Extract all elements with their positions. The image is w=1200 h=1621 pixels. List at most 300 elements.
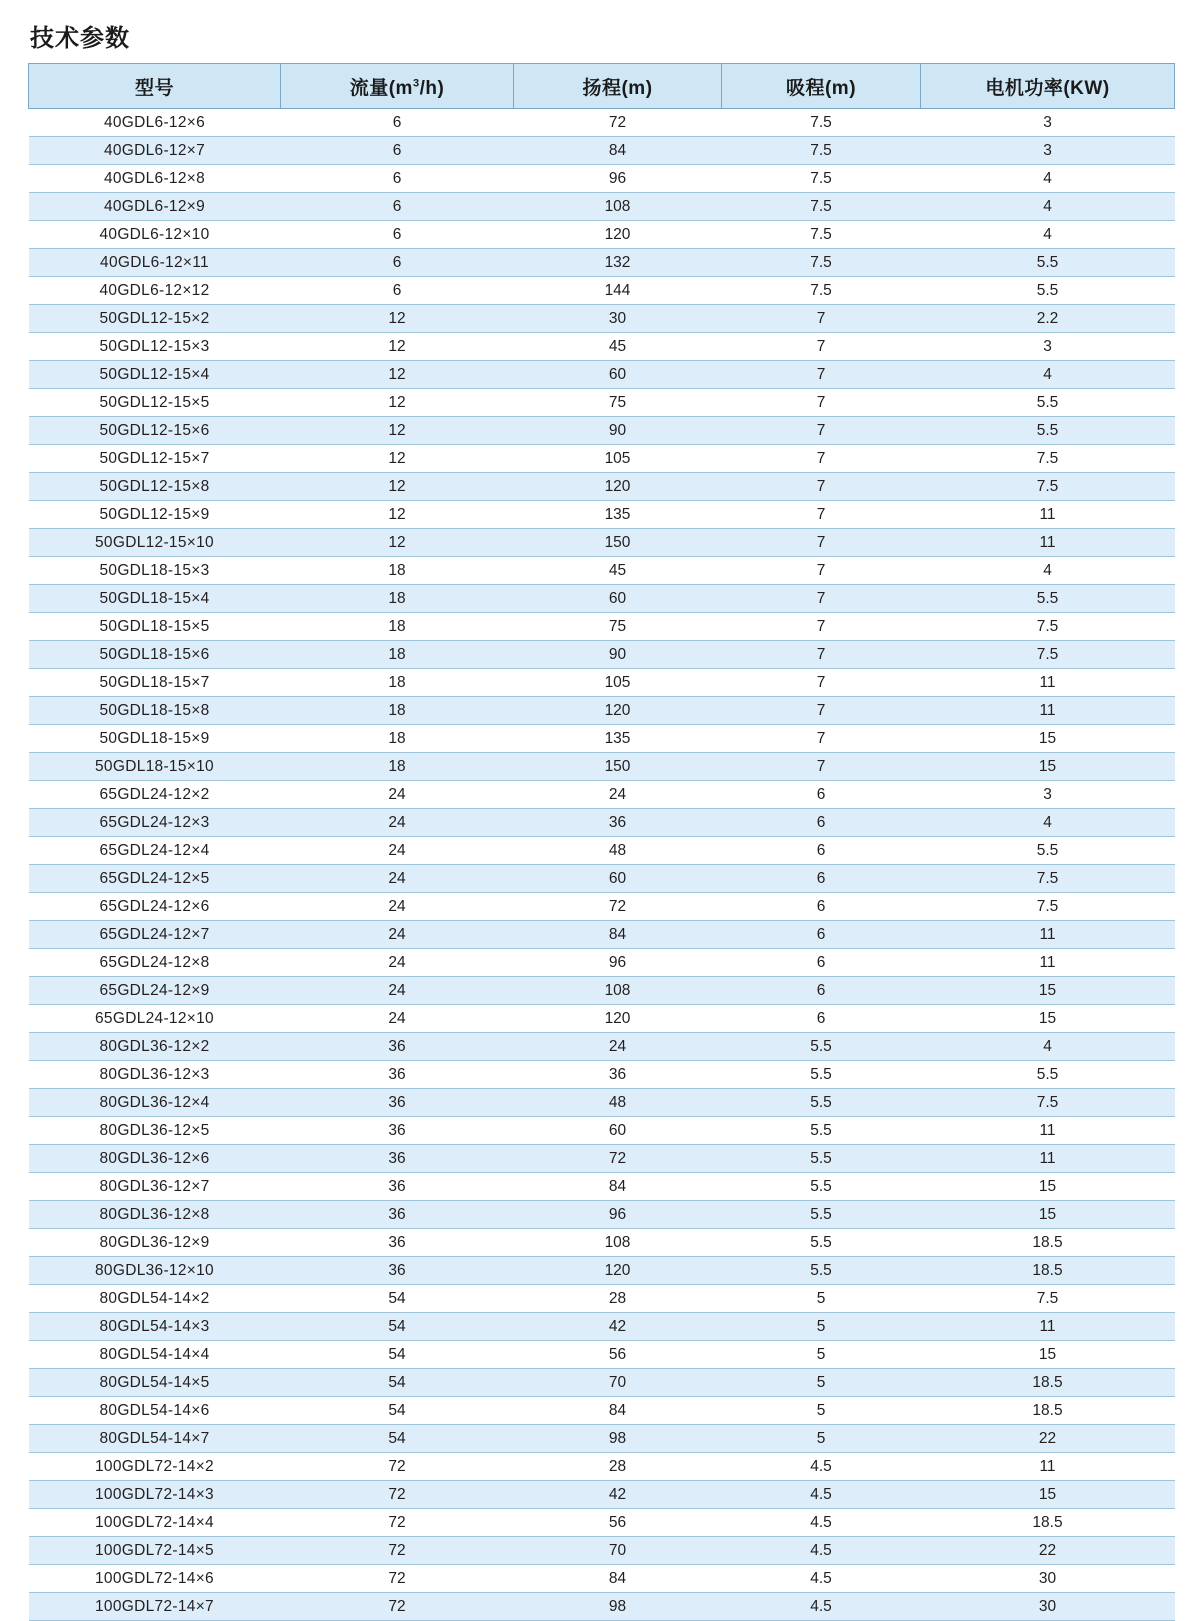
cell-model: 80GDL36-12×8 [29, 1201, 281, 1229]
cell-model: 100GDL72-14×3 [29, 1481, 281, 1509]
cell-suction: 7 [722, 529, 921, 557]
table-row [29, 557, 1175, 585]
cell-model: 100GDL72-14×4 [29, 1509, 281, 1537]
cell-suction: 5 [722, 1369, 921, 1397]
cell-flow: 36 [281, 1089, 514, 1117]
cell-head: 48 [514, 837, 722, 865]
cell-suction: 5.5 [722, 1201, 921, 1229]
cell-model: 65GDL24-12×4 [29, 837, 281, 865]
table-row [29, 333, 1175, 361]
cell-head: 24 [514, 1033, 722, 1061]
cell-motor-power: 4 [921, 165, 1175, 193]
cell-motor-power: 5.5 [921, 1061, 1175, 1089]
table-row [29, 501, 1175, 529]
cell-head: 48 [514, 1089, 722, 1117]
table-row [29, 137, 1175, 165]
cell-model: 65GDL24-12×7 [29, 921, 281, 949]
cell-model: 50GDL18-15×8 [29, 697, 281, 725]
cell-suction: 7.5 [722, 221, 921, 249]
cell-head: 45 [514, 333, 722, 361]
cell-flow: 24 [281, 1005, 514, 1033]
cell-head: 120 [514, 473, 722, 501]
table-row [29, 1089, 1175, 1117]
cell-flow: 72 [281, 1593, 514, 1621]
cell-suction: 7.5 [722, 137, 921, 165]
cell-flow: 24 [281, 865, 514, 893]
cell-suction: 6 [722, 893, 921, 921]
cell-suction: 7 [722, 753, 921, 781]
cell-head: 60 [514, 585, 722, 613]
table-row [29, 949, 1175, 977]
cell-head: 28 [514, 1453, 722, 1481]
cell-flow: 24 [281, 781, 514, 809]
cell-flow: 72 [281, 1537, 514, 1565]
cell-head: 70 [514, 1369, 722, 1397]
cell-head: 96 [514, 165, 722, 193]
cell-head: 135 [514, 725, 722, 753]
table-row [29, 361, 1175, 389]
table-row [29, 1313, 1175, 1341]
cell-suction: 7 [722, 305, 921, 333]
cell-flow: 12 [281, 417, 514, 445]
cell-model: 50GDL12-15×10 [29, 529, 281, 557]
cell-motor-power: 11 [921, 529, 1175, 557]
cell-flow: 54 [281, 1369, 514, 1397]
cell-suction: 7 [722, 445, 921, 473]
cell-flow: 6 [281, 109, 514, 137]
cell-head: 105 [514, 669, 722, 697]
cell-flow: 12 [281, 445, 514, 473]
flow-label-tail: /h) [419, 77, 445, 99]
cell-head: 120 [514, 1257, 722, 1285]
cell-flow: 6 [281, 221, 514, 249]
cell-head: 72 [514, 1145, 722, 1173]
table-row [29, 1425, 1175, 1453]
table-row [29, 1509, 1175, 1537]
table-row [29, 697, 1175, 725]
cell-head: 60 [514, 865, 722, 893]
cell-motor-power: 7.5 [921, 1089, 1175, 1117]
cell-motor-power: 5.5 [921, 585, 1175, 613]
cell-head: 56 [514, 1509, 722, 1537]
cell-model: 50GDL12-15×3 [29, 333, 281, 361]
cell-flow: 18 [281, 669, 514, 697]
cell-model: 40GDL6-12×9 [29, 193, 281, 221]
cell-flow: 12 [281, 305, 514, 333]
cell-suction: 7 [722, 725, 921, 753]
cell-suction: 7 [722, 501, 921, 529]
table-row [29, 1453, 1175, 1481]
cell-motor-power: 15 [921, 725, 1175, 753]
cell-suction: 7 [722, 697, 921, 725]
cell-suction: 7 [722, 613, 921, 641]
cell-model: 80GDL36-12×6 [29, 1145, 281, 1173]
cell-flow: 36 [281, 1201, 514, 1229]
table-row [29, 193, 1175, 221]
cell-model: 50GDL18-15×10 [29, 753, 281, 781]
cell-motor-power: 7.5 [921, 893, 1175, 921]
table-row [29, 1285, 1175, 1313]
cell-flow: 12 [281, 389, 514, 417]
cell-flow: 24 [281, 893, 514, 921]
cell-model: 100GDL72-14×5 [29, 1537, 281, 1565]
cell-flow: 12 [281, 333, 514, 361]
column-header-flow [281, 64, 514, 109]
cell-suction: 7 [722, 389, 921, 417]
cell-head: 36 [514, 809, 722, 837]
table-row [29, 641, 1175, 669]
cell-flow: 72 [281, 1453, 514, 1481]
cell-head: 28 [514, 1285, 722, 1313]
cell-model: 80GDL54-14×5 [29, 1369, 281, 1397]
cell-flow: 24 [281, 921, 514, 949]
cell-model: 80GDL54-14×3 [29, 1313, 281, 1341]
table-row [29, 725, 1175, 753]
cell-flow: 6 [281, 277, 514, 305]
cell-suction: 5.5 [722, 1033, 921, 1061]
cell-motor-power: 4 [921, 361, 1175, 389]
cell-suction: 6 [722, 809, 921, 837]
cell-suction: 5.5 [722, 1061, 921, 1089]
cell-flow: 12 [281, 501, 514, 529]
cell-model: 65GDL24-12×10 [29, 1005, 281, 1033]
cell-model: 40GDL6-12×10 [29, 221, 281, 249]
table-row [29, 165, 1175, 193]
cell-flow: 6 [281, 165, 514, 193]
cell-head: 60 [514, 1117, 722, 1145]
cell-motor-power: 4 [921, 1033, 1175, 1061]
cell-model: 40GDL6-12×6 [29, 109, 281, 137]
cell-head: 108 [514, 977, 722, 1005]
cell-head: 105 [514, 445, 722, 473]
cell-head: 96 [514, 949, 722, 977]
cell-head: 84 [514, 137, 722, 165]
cell-motor-power: 15 [921, 1005, 1175, 1033]
cell-suction: 7 [722, 641, 921, 669]
cell-model: 50GDL18-15×3 [29, 557, 281, 585]
cell-flow: 18 [281, 725, 514, 753]
cell-motor-power: 7.5 [921, 445, 1175, 473]
cell-model: 80GDL36-12×2 [29, 1033, 281, 1061]
cell-suction: 4.5 [722, 1593, 921, 1621]
table-row [29, 893, 1175, 921]
cell-flow: 36 [281, 1117, 514, 1145]
cell-suction: 5.5 [722, 1173, 921, 1201]
cell-suction: 7 [722, 361, 921, 389]
column-header-suction: 吸程(m) [722, 64, 921, 109]
cell-motor-power: 5.5 [921, 389, 1175, 417]
cell-flow: 24 [281, 837, 514, 865]
column-header-head: 扬程(m) [514, 64, 722, 109]
table-row [29, 1593, 1175, 1621]
cell-flow: 6 [281, 193, 514, 221]
cell-head: 30 [514, 305, 722, 333]
cell-suction: 5.5 [722, 1257, 921, 1285]
cell-flow: 54 [281, 1313, 514, 1341]
cell-suction: 7.5 [722, 165, 921, 193]
cell-model: 65GDL24-12×9 [29, 977, 281, 1005]
cell-model: 80GDL36-12×7 [29, 1173, 281, 1201]
cell-motor-power: 22 [921, 1425, 1175, 1453]
cell-motor-power: 15 [921, 1341, 1175, 1369]
cell-model: 65GDL24-12×3 [29, 809, 281, 837]
cell-model: 65GDL24-12×5 [29, 865, 281, 893]
cell-model: 80GDL54-14×7 [29, 1425, 281, 1453]
cell-flow: 54 [281, 1425, 514, 1453]
cell-flow: 72 [281, 1565, 514, 1593]
table-row [29, 1565, 1175, 1593]
cell-head: 120 [514, 221, 722, 249]
cell-motor-power: 30 [921, 1593, 1175, 1621]
cell-motor-power: 18.5 [921, 1509, 1175, 1537]
cell-flow: 72 [281, 1509, 514, 1537]
table-row [29, 1061, 1175, 1089]
table-row [29, 1173, 1175, 1201]
cell-head: 36 [514, 1061, 722, 1089]
cell-head: 90 [514, 641, 722, 669]
cell-head: 84 [514, 1173, 722, 1201]
flow-label-exponent: 3 [412, 77, 420, 90]
table-row [29, 669, 1175, 697]
cell-suction: 5 [722, 1341, 921, 1369]
cell-motor-power: 18.5 [921, 1229, 1175, 1257]
table-row [29, 865, 1175, 893]
cell-head: 150 [514, 529, 722, 557]
table-row [29, 221, 1175, 249]
cell-flow: 54 [281, 1341, 514, 1369]
cell-motor-power: 5.5 [921, 249, 1175, 277]
cell-motor-power: 15 [921, 1173, 1175, 1201]
cell-head: 84 [514, 921, 722, 949]
cell-motor-power: 7.5 [921, 1285, 1175, 1313]
cell-head: 84 [514, 1565, 722, 1593]
cell-flow: 12 [281, 361, 514, 389]
cell-model: 80GDL54-14×6 [29, 1397, 281, 1425]
cell-flow: 36 [281, 1257, 514, 1285]
cell-flow: 72 [281, 1481, 514, 1509]
cell-suction: 5 [722, 1313, 921, 1341]
cell-suction: 4.5 [722, 1565, 921, 1593]
cell-motor-power: 5.5 [921, 277, 1175, 305]
cell-suction: 6 [722, 865, 921, 893]
cell-flow: 54 [281, 1285, 514, 1313]
cell-head: 108 [514, 1229, 722, 1257]
table-row [29, 1005, 1175, 1033]
cell-motor-power: 7.5 [921, 865, 1175, 893]
cell-suction: 5.5 [722, 1117, 921, 1145]
cell-motor-power: 4 [921, 557, 1175, 585]
cell-motor-power: 3 [921, 333, 1175, 361]
table-row [29, 613, 1175, 641]
cell-suction: 5 [722, 1397, 921, 1425]
cell-motor-power: 4 [921, 193, 1175, 221]
cell-motor-power: 4 [921, 809, 1175, 837]
cell-head: 96 [514, 1201, 722, 1229]
cell-suction: 7.5 [722, 277, 921, 305]
cell-model: 50GDL18-15×5 [29, 613, 281, 641]
table-row [29, 277, 1175, 305]
cell-motor-power: 15 [921, 753, 1175, 781]
cell-suction: 6 [722, 949, 921, 977]
table-row [29, 305, 1175, 333]
cell-flow: 54 [281, 1397, 514, 1425]
cell-motor-power: 11 [921, 669, 1175, 697]
cell-model: 80GDL54-14×4 [29, 1341, 281, 1369]
table-row [29, 1033, 1175, 1061]
cell-suction: 6 [722, 921, 921, 949]
cell-flow: 6 [281, 137, 514, 165]
cell-model: 65GDL24-12×2 [29, 781, 281, 809]
cell-model: 50GDL18-15×6 [29, 641, 281, 669]
cell-model: 40GDL6-12×11 [29, 249, 281, 277]
cell-motor-power: 15 [921, 1201, 1175, 1229]
cell-model: 50GDL12-15×6 [29, 417, 281, 445]
cell-head: 56 [514, 1341, 722, 1369]
cell-motor-power: 5.5 [921, 417, 1175, 445]
cell-motor-power: 15 [921, 1481, 1175, 1509]
cell-flow: 6 [281, 249, 514, 277]
cell-motor-power: 11 [921, 921, 1175, 949]
cell-model: 80GDL36-12×9 [29, 1229, 281, 1257]
table-row [29, 417, 1175, 445]
cell-head: 150 [514, 753, 722, 781]
cell-head: 60 [514, 361, 722, 389]
cell-head: 120 [514, 1005, 722, 1033]
cell-motor-power: 5.5 [921, 837, 1175, 865]
cell-suction: 7 [722, 585, 921, 613]
cell-flow: 18 [281, 613, 514, 641]
table-row [29, 473, 1175, 501]
cell-suction: 5.5 [722, 1145, 921, 1173]
cell-head: 132 [514, 249, 722, 277]
cell-model: 50GDL18-15×7 [29, 669, 281, 697]
flow-label-base: 流量(m [349, 77, 413, 99]
cell-head: 120 [514, 697, 722, 725]
cell-motor-power: 11 [921, 697, 1175, 725]
table-row [29, 1481, 1175, 1509]
table-row [29, 529, 1175, 557]
cell-suction: 7 [722, 473, 921, 501]
cell-model: 50GDL12-15×5 [29, 389, 281, 417]
cell-suction: 7.5 [722, 249, 921, 277]
cell-motor-power: 18.5 [921, 1397, 1175, 1425]
column-header-model: 型号 [29, 64, 281, 109]
cell-head: 75 [514, 389, 722, 417]
cell-head: 42 [514, 1481, 722, 1509]
cell-head: 135 [514, 501, 722, 529]
cell-model: 50GDL12-15×8 [29, 473, 281, 501]
cell-model: 50GDL12-15×7 [29, 445, 281, 473]
column-header-motor-power: 电机功率(KW) [921, 64, 1175, 109]
cell-model: 50GDL18-15×4 [29, 585, 281, 613]
cell-model: 80GDL36-12×10 [29, 1257, 281, 1285]
cell-model: 40GDL6-12×8 [29, 165, 281, 193]
cell-head: 45 [514, 557, 722, 585]
table-header-row [29, 64, 1175, 109]
cell-head: 84 [514, 1397, 722, 1425]
table-body [29, 109, 1175, 1621]
cell-motor-power: 3 [921, 137, 1175, 165]
cell-flow: 24 [281, 809, 514, 837]
cell-motor-power: 7.5 [921, 641, 1175, 669]
table-row [29, 109, 1175, 137]
table-row [29, 1257, 1175, 1285]
cell-motor-power: 7.5 [921, 473, 1175, 501]
table-row [29, 389, 1175, 417]
cell-suction: 6 [722, 837, 921, 865]
cell-suction: 7 [722, 669, 921, 697]
cell-motor-power: 15 [921, 977, 1175, 1005]
table-row [29, 809, 1175, 837]
cell-flow: 18 [281, 585, 514, 613]
cell-suction: 5 [722, 1425, 921, 1453]
cell-motor-power: 11 [921, 1453, 1175, 1481]
cell-flow: 24 [281, 949, 514, 977]
table-row [29, 445, 1175, 473]
cell-model: 80GDL54-14×2 [29, 1285, 281, 1313]
cell-suction: 7 [722, 333, 921, 361]
table-row [29, 753, 1175, 781]
cell-motor-power: 18.5 [921, 1369, 1175, 1397]
table-row [29, 1537, 1175, 1565]
cell-suction: 6 [722, 781, 921, 809]
cell-head: 90 [514, 417, 722, 445]
cell-motor-power: 18.5 [921, 1257, 1175, 1285]
cell-flow: 36 [281, 1229, 514, 1257]
table-row [29, 1341, 1175, 1369]
cell-model: 100GDL72-14×7 [29, 1593, 281, 1621]
cell-model: 40GDL6-12×7 [29, 137, 281, 165]
cell-head: 108 [514, 193, 722, 221]
cell-flow: 36 [281, 1173, 514, 1201]
table-row [29, 837, 1175, 865]
cell-model: 50GDL12-15×9 [29, 501, 281, 529]
cell-model: 80GDL36-12×4 [29, 1089, 281, 1117]
cell-motor-power: 30 [921, 1565, 1175, 1593]
cell-head: 72 [514, 109, 722, 137]
cell-motor-power: 11 [921, 1145, 1175, 1173]
cell-flow: 18 [281, 697, 514, 725]
cell-head: 98 [514, 1593, 722, 1621]
cell-suction: 7 [722, 417, 921, 445]
cell-motor-power: 3 [921, 109, 1175, 137]
table-row [29, 1145, 1175, 1173]
table-row [29, 1117, 1175, 1145]
table-row [29, 585, 1175, 613]
cell-model: 40GDL6-12×12 [29, 277, 281, 305]
table-row [29, 977, 1175, 1005]
cell-suction: 5 [722, 1285, 921, 1313]
cell-model: 80GDL36-12×3 [29, 1061, 281, 1089]
cell-head: 70 [514, 1537, 722, 1565]
cell-model: 65GDL24-12×6 [29, 893, 281, 921]
cell-motor-power: 11 [921, 1313, 1175, 1341]
cell-head: 75 [514, 613, 722, 641]
cell-suction: 5.5 [722, 1089, 921, 1117]
cell-motor-power: 11 [921, 1117, 1175, 1145]
cell-flow: 18 [281, 641, 514, 669]
cell-model: 65GDL24-12×8 [29, 949, 281, 977]
cell-flow: 24 [281, 977, 514, 1005]
table-row [29, 1397, 1175, 1425]
table-row [29, 249, 1175, 277]
table-row [29, 1369, 1175, 1397]
cell-flow: 36 [281, 1033, 514, 1061]
table-row [29, 781, 1175, 809]
cell-head: 72 [514, 893, 722, 921]
cell-flow: 18 [281, 557, 514, 585]
cell-suction: 5.5 [722, 1229, 921, 1257]
